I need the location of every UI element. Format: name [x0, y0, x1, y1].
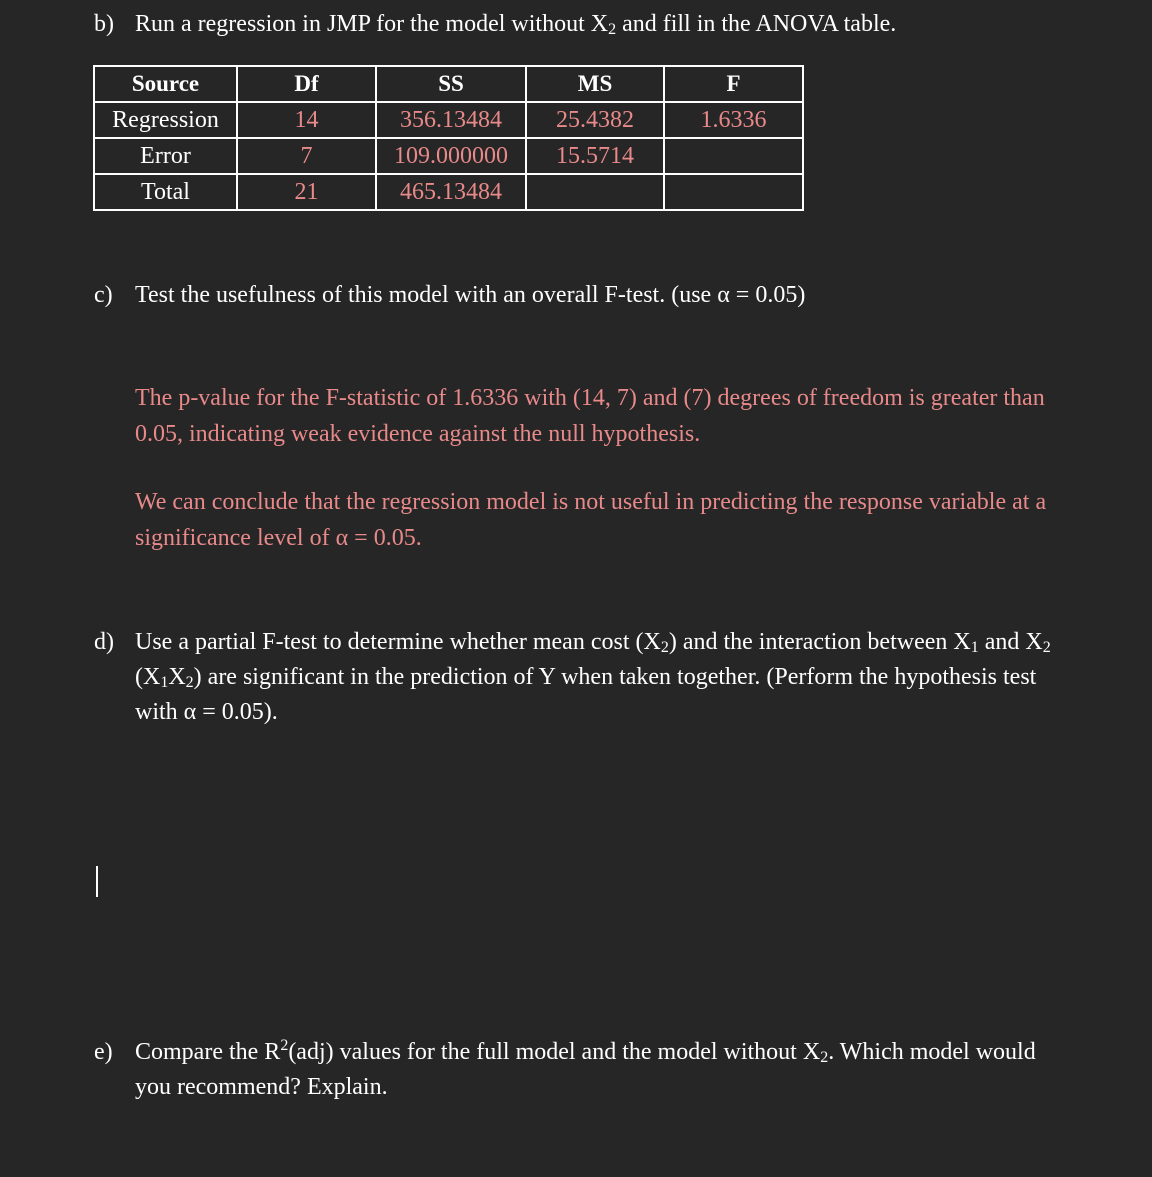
question-b-label: b) — [94, 11, 114, 37]
table-row — [94, 174, 803, 210]
question-c-text: Test the usefulness of this model with an overall F-test. (use α = 0.05) — [135, 282, 806, 308]
question-c — [94, 278, 1094, 313]
ms-cell[interactable] — [526, 174, 664, 210]
ss-cell[interactable]: 109.000000 — [376, 138, 526, 174]
table-row — [94, 138, 803, 174]
header-df: Df — [237, 66, 376, 102]
text-cursor[interactable] — [96, 866, 98, 897]
df-cell[interactable]: 14 — [237, 102, 376, 138]
ss-cell[interactable]: 356.13484 — [376, 102, 526, 138]
table-row — [94, 102, 803, 138]
df-cell[interactable]: 7 — [237, 138, 376, 174]
header-source: Source — [94, 66, 237, 102]
source-cell: Total — [94, 174, 237, 210]
f-cell[interactable] — [664, 174, 803, 210]
question-d-label: d) — [94, 629, 114, 655]
f-cell[interactable] — [664, 138, 803, 174]
question-c-label: c) — [94, 282, 113, 308]
answer-c-paragraph-2[interactable]: We can conclude that the regression model is not useful in predicting the response variable at a significance level of α = 0.05. — [135, 489, 1047, 551]
question-e-text: Compare the $R^2(adj)$ values for the full model and the model without $X_2$. Which model would you recommend? Explain. — [135, 1037, 1036, 1100]
question-b-text: Run a regression in JMP for the model without $X_2$ and fill in the ANOVA table. — [135, 11, 897, 38]
header-ss: SS — [376, 66, 526, 102]
anova-header-row — [94, 66, 803, 102]
header-f: F — [664, 66, 803, 102]
ss-cell[interactable]: 465.13484 — [376, 174, 526, 210]
question-d-text: Use a partial F-test to determine whether mean cost $(X_2)$ and the interaction between $X_1$ and $X_2$ $(X_1X_2)$ are significant in the prediction of Y when taken together. (Perform the hypothesis test with α = 0.05). — [135, 629, 1051, 725]
source-cell: Error — [94, 138, 237, 174]
df-cell[interactable]: 21 — [237, 174, 376, 210]
ms-cell[interactable]: 15.5714 — [526, 138, 664, 174]
anova-table — [93, 65, 804, 211]
source-cell: Regression — [94, 102, 237, 138]
question-d — [94, 625, 1054, 730]
question-e — [94, 1035, 1074, 1105]
answer-c-paragraph-1[interactable]: The p-value for the F-statistic of 1.6336 with (14, 7) and (7) degrees of freedom is greater than 0.05, indicating weak evidence against the null hypothesis. — [135, 385, 1045, 447]
question-b — [94, 7, 1094, 42]
header-ms: MS — [526, 66, 664, 102]
ms-cell[interactable]: 25.4382 — [526, 102, 664, 138]
question-e-label: e) — [94, 1039, 113, 1065]
f-cell[interactable]: 1.6336 — [664, 102, 803, 138]
